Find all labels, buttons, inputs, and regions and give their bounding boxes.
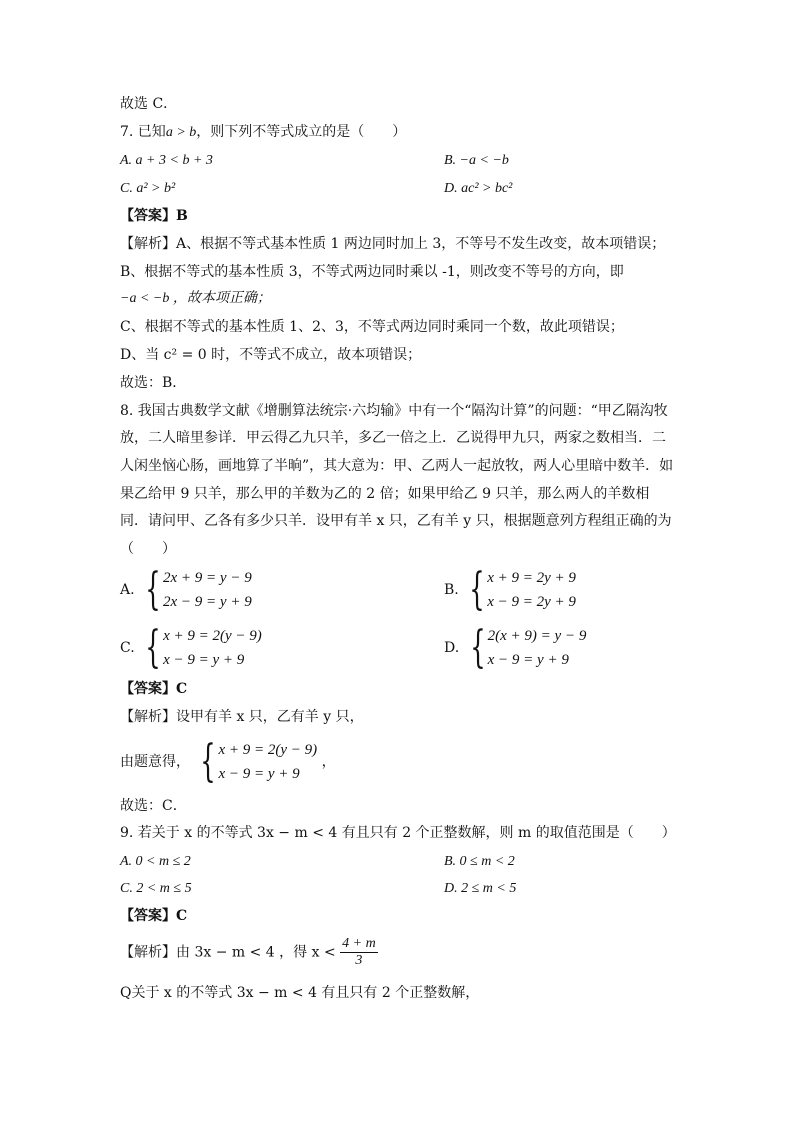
explanation-label: 由题意得， xyxy=(120,754,190,770)
text-line: 故选 C． xyxy=(120,96,178,112)
equation: x + 9 = 2y + 9 xyxy=(487,570,576,586)
option-b: B. −a < −b xyxy=(444,153,509,168)
equation: x − 9 = y + 9 xyxy=(163,652,245,668)
question-9: 9. 若关于 x 的不等式 3x − m < 4 有且只有 2 个正整数解，则 m 的取值范围是（ ） xyxy=(120,825,676,841)
question-8-line: 人闲坐恼心肠，画地算了半晌”，其大意为：甲、乙两人一起放牧，两人心里暗中数羊．如 xyxy=(120,458,674,474)
text-line: 故选：B． xyxy=(120,375,187,391)
option-c: C. 2 < m ≤ 5 xyxy=(120,881,192,896)
equation: 2x − 9 = y + 9 xyxy=(163,594,252,610)
answer: 【答案】B xyxy=(120,208,188,224)
explanation-line: 【解析】设甲有羊 x 只，乙有羊 y 只， xyxy=(120,709,364,725)
equation: x + 9 = 2(y − 9) xyxy=(218,742,318,758)
answer: 【答案】C xyxy=(120,681,188,697)
question-7 xyxy=(120,125,406,140)
question-8-line: 果乙给甲 9 只羊，那么甲的羊数为乙的 2 倍；如果甲给乙 9 只羊，那么两人的羊数相 xyxy=(120,486,650,502)
equation: x − 9 = y + 9 xyxy=(487,652,569,668)
question-8-line: 放，二人暗里参详．甲云得乙九只羊，多乙一倍之上．乙说得甲九只，两家之数相当．二 xyxy=(120,430,666,446)
option-a-system xyxy=(120,566,252,614)
brace-icon: { xyxy=(145,622,161,673)
question-8-line: 同．请问甲、乙各有多少只羊．设甲有羊 x 只，乙有羊 y 只，根据题意列方程组正确的为 xyxy=(120,513,672,529)
explanation-text: 【解析】由 3x − m < 4 ，得 x < xyxy=(120,944,336,961)
option-b: B. 0 ≤ m < 2 xyxy=(444,854,515,869)
q7-suffix: ，则下列不等式成立的是（ ） xyxy=(196,124,407,140)
brace-icon: { xyxy=(200,736,217,787)
equation: x + 9 = 2(y − 9) xyxy=(163,628,262,644)
brace-icon: { xyxy=(469,564,485,615)
option-a: A. 0 < m ≤ 2 xyxy=(120,854,191,869)
equation: 2x + 9 = y − 9 xyxy=(163,570,252,586)
option-c: C. a² > b² xyxy=(120,181,176,196)
fraction-numerator: 4 + m xyxy=(342,936,376,951)
explanation-line: −a < −b ，故本项正确； xyxy=(120,291,271,306)
option-d: D. 2 ≤ m < 5 xyxy=(444,881,517,896)
question-8-line: （ ） xyxy=(120,541,176,557)
text-line: 故选：C． xyxy=(120,798,187,814)
explanation-line: B、根据不等式的基本性质 3，不等式两边同时乘以 -1，则改变不等号的方向，即 xyxy=(120,264,624,280)
equation: x − 9 = y + 9 xyxy=(218,766,300,782)
equation: x − 9 = 2y + 9 xyxy=(487,594,576,610)
equation: 2(x + 9) = y − 9 xyxy=(487,628,587,644)
question-8-line: 8. 我国古典数学文献《增删算法统宗·六均输》中有一个“隔沟计算”的问题：“甲乙隔沟牧 xyxy=(120,403,668,419)
option-label: C. xyxy=(120,640,135,656)
option-a: A. a + 3 < b + 3 xyxy=(120,153,213,168)
option-label: A. xyxy=(120,582,135,598)
option-label: B. xyxy=(444,582,459,598)
option-label: D. xyxy=(444,640,460,656)
explanation-line: 【解析】A、根据不等式基本性质 1 两边同时加上 3，不等号不发生改变，故本项错误； xyxy=(120,236,666,252)
option-d-system xyxy=(444,624,586,672)
brace-icon: { xyxy=(145,564,161,615)
explanation-line xyxy=(120,936,378,969)
punctuation: ， xyxy=(321,754,336,770)
explanation-line: D、当 c² = 0 时，不等式不成立，故本项错误； xyxy=(120,347,422,363)
option-b-system xyxy=(444,566,576,614)
explanation-line: C、根据不等式的基本性质 1、2、3，不等式两边同时乘同一个数，故此项错误； xyxy=(120,319,624,335)
fraction xyxy=(340,936,378,969)
option-c-system xyxy=(120,624,262,672)
option-d: D. ac² > bc² xyxy=(444,181,513,196)
fraction-denominator: 3 xyxy=(355,953,363,968)
explanation-system xyxy=(120,738,336,786)
explanation-line: Q关于 x 的不等式 3x − m < 4 有且只有 2 个正整数解， xyxy=(120,985,480,1001)
brace-icon: { xyxy=(469,622,486,673)
q7-prefix: 7. 已知 xyxy=(120,124,166,140)
answer: 【答案】C xyxy=(120,908,188,924)
q7-condition: a > b xyxy=(165,125,197,140)
